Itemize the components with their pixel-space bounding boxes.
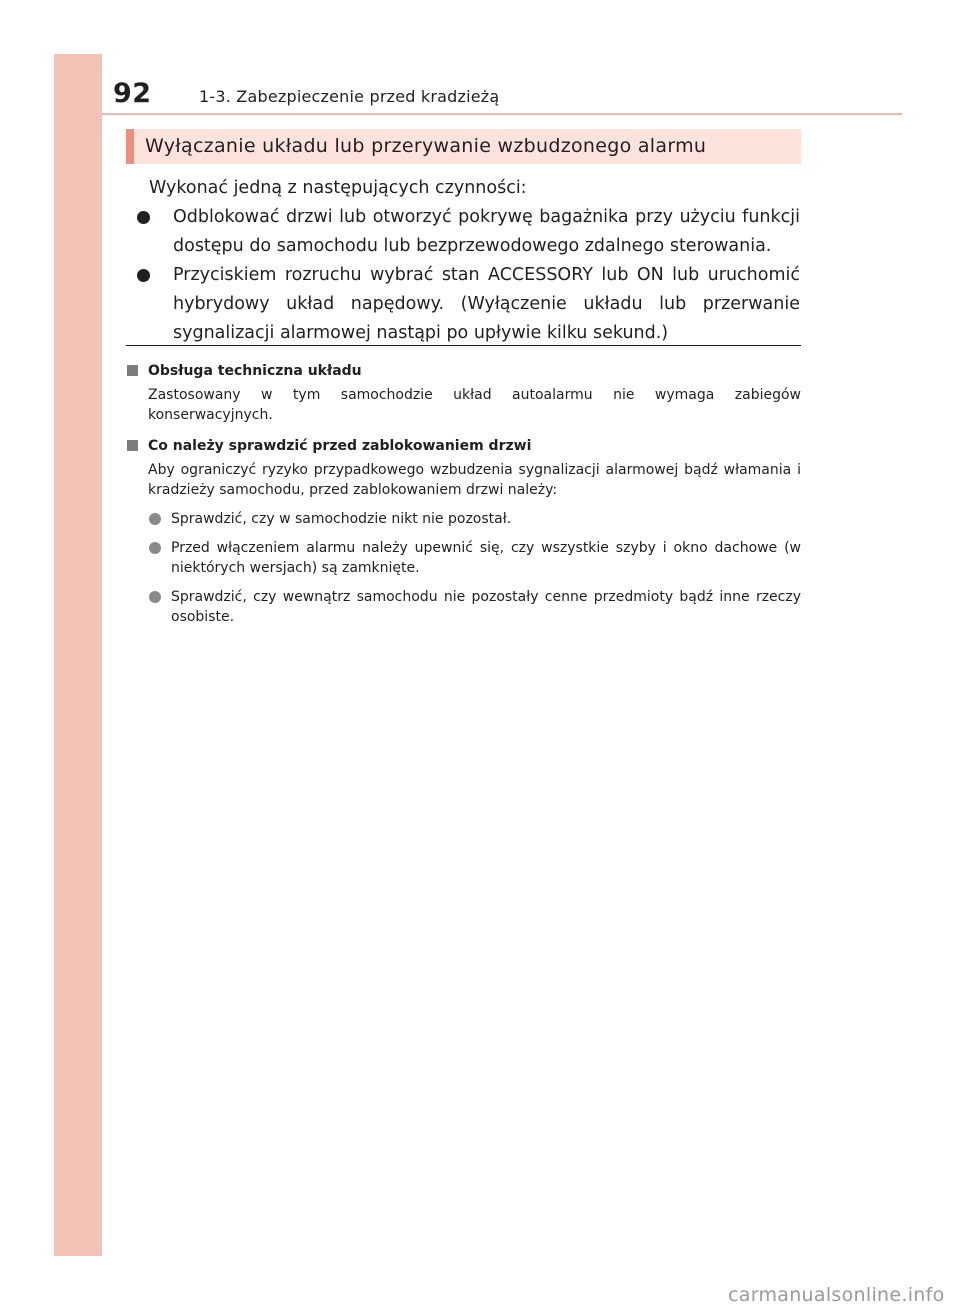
check-item-text: Sprawdzić, czy w samochodzie nikt nie pozostał.	[171, 511, 512, 527]
header-rule	[102, 113, 902, 115]
list-item	[126, 587, 801, 627]
bullet-dot-icon	[149, 542, 161, 554]
bullet-dot-icon	[137, 269, 150, 282]
section-divider	[126, 345, 801, 346]
square-bullet-icon	[127, 440, 138, 451]
watermark-text: carmanualsonline.info	[728, 1284, 945, 1306]
notes-block	[126, 361, 801, 638]
page-number: 92	[113, 78, 152, 109]
section-accent-bar	[126, 129, 134, 164]
note-body: Zastosowany w tym samochodzie układ autoalarmu nie wymaga zabiegów konserwacyjnych.	[148, 387, 801, 423]
square-bullet-icon	[127, 365, 138, 376]
note-heading-text: Obsługa techniczna układu	[148, 363, 362, 379]
note-heading	[126, 436, 801, 456]
bullet-text: Odblokować drzwi lub otworzyć pokrywę bagażnika przy użyciu funkcji dostępu do samochodu lub bezprzewodowego zdalnego sterowania.	[173, 207, 800, 256]
intro-text: Wykonać jedną z następujących czynności:	[149, 178, 527, 198]
bullet-dot-icon	[137, 211, 150, 224]
note-heading	[126, 361, 801, 381]
chapter-title: 1-3. Zabezpieczenie przed kradzieżą	[199, 87, 500, 106]
section-title-bar	[126, 129, 801, 164]
list-item	[130, 203, 800, 261]
list-item	[126, 509, 801, 529]
check-item-text: Przed włączeniem alarmu należy upewnić się, czy wszystkie szyby i okno dachowe (w niektórych wersjach) są zamknięte.	[171, 540, 801, 576]
note-heading-text: Co należy sprawdzić przed zablokowaniem drzwi	[148, 438, 532, 454]
list-item	[126, 538, 801, 578]
bullet-dot-icon	[149, 591, 161, 603]
section-content	[130, 174, 800, 348]
bullet-text: Przyciskiem rozruchu wybrać stan ACCESSORY lub ON lub uruchomić hybrydowy układ napędowy. (Wyłączenie układu lub przerwanie sygnalizacji alarmowej nastąpi po upływie kilku sekund.)	[173, 265, 800, 343]
note-checks	[126, 436, 801, 627]
note-maintenance	[126, 361, 801, 425]
note-body: Aby ograniczyć ryzyko przypadkowego wzbudzenia sygnalizacji alarmowej bądź włamania i kradzieży samochodu, przed zablokowaniem drzwi należy:	[148, 462, 801, 498]
list-item	[130, 261, 800, 348]
side-color-band	[54, 54, 102, 1256]
section-title: Wyłączanie układu lub przerywanie wzbudzonego alarmu	[145, 135, 707, 157]
check-item-text: Sprawdzić, czy wewnątrz samochodu nie pozostały cenne przedmioty bądź inne rzeczy osobiste.	[171, 589, 801, 625]
bullet-dot-icon	[149, 513, 161, 525]
